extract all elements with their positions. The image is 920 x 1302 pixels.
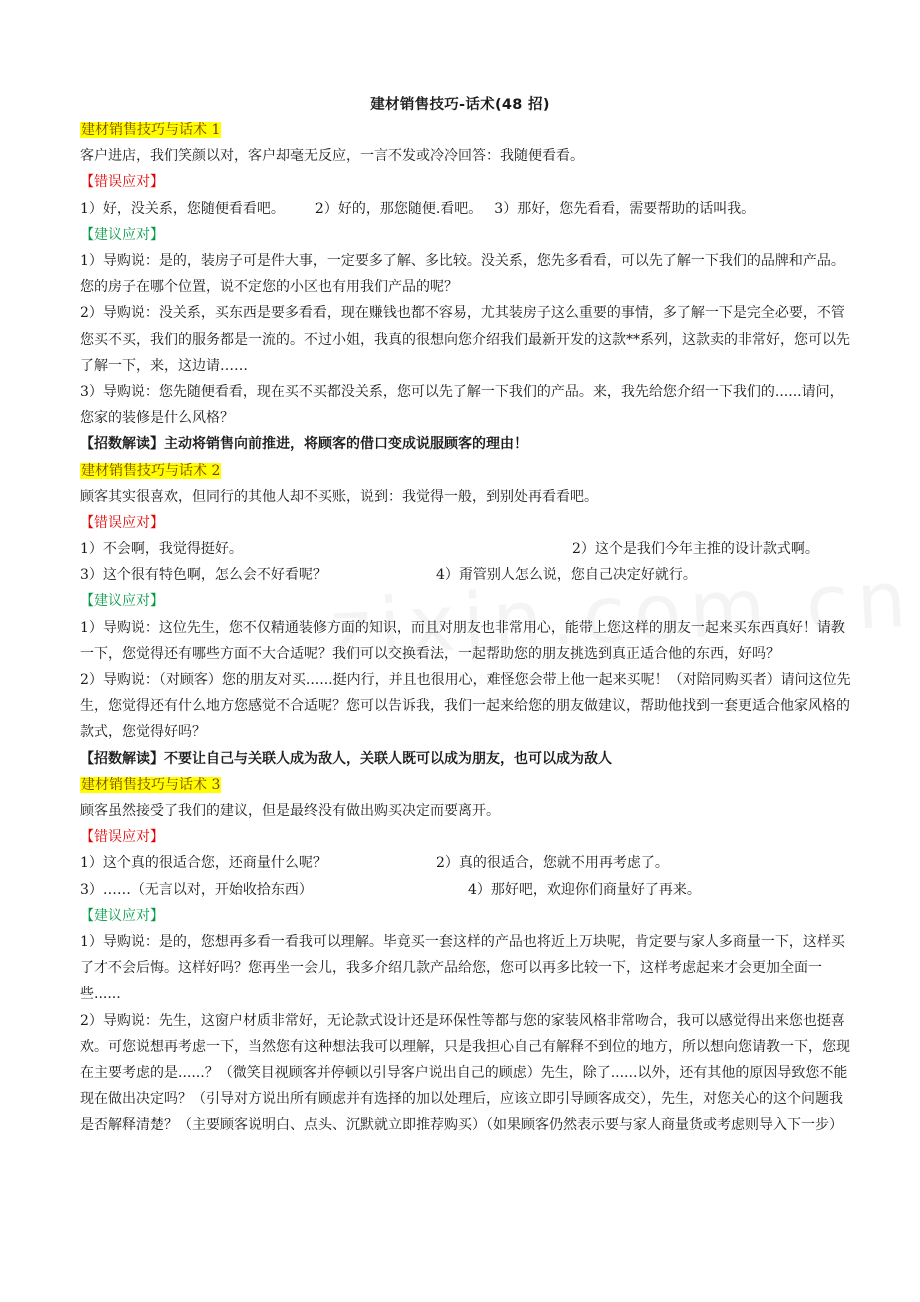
section-2-heading: 建材销售技巧与话术 2: [81, 462, 221, 479]
section-3-suggest-2: 2）导购说：先生，这窗户材质非常好，无论款式设计还是环保性等都与您的家装风格非常吻合，我可以感觉得出来您也挺喜欢。可您说想再考虑一下，当然您有这种想法我可以理解，只是我担心自己有解释不到位的地方，所以想向您请教一下，您现在主要考虑的是......？（微笑目视顾客并停顿以引导客户说出自己的顾虑）先生，除了......以外，还有其他的原因导致您不能现在做出决定吗？（引导对方说出所有顾虑并有选择的加以处理后，应该立即引导顾客成交），先生，对您关心的这个问题我是否解释清楚？（主要顾客说明白、点头、沉默就立即推荐购买）（如果顾客仍然表示要与家人商量货或考虑则导入下一步）: [80, 1012, 850, 1134]
section-1-suggest-label: 【建议应对】: [80, 226, 164, 243]
section-1-tip: 【招数解读】主动将销售向前推进，将顾客的借口变成说服顾客的理由！: [80, 436, 528, 453]
section-3-scenario: 顾客虽然接受了我们的建议，但是最终没有做出购买决定而要离开。: [80, 803, 500, 820]
section-3-wrong-3: 3）……（无言以对，开始收拾东西）: [80, 881, 313, 898]
section-3-wrong-row-1: [80, 850, 852, 876]
section-2-wrong-2: 2）这个是我们今年主推的设计款式啊。: [572, 541, 819, 558]
section-3-suggest-1: 1）导购说：是的，您想再多看一看我可以理解。毕竟买一套这样的产品也将近上万块呢，肯定要与家人多商量一下，这样买了才不会后悔。这样好吗？您再坐一会儿，我多介绍几款产品给您，您可以再多比较一下，这样考虑起来才会更加全面一些......: [80, 934, 845, 1003]
section-2-scenario: 顾客其实很喜欢，但同行的其他人却不买账，说到：我觉得一般，到别处再看看吧。: [80, 488, 598, 505]
section-2-wrong-3: 3）这个很有特色啊，怎么会不好看呢？: [80, 567, 327, 584]
section-2-wrong-row-1: [80, 536, 852, 562]
section-1-heading: 建材销售技巧与话术 1: [81, 122, 221, 138]
section-3-wrong-1: 1）这个真的很适合您，还商量什么呢？: [80, 855, 327, 872]
section-3-wrong-row-2: [80, 877, 852, 903]
section-2-suggest-2: 2）导购说：（对顾客）您的朋友对买......挺内行，并且也很用心，难怪您会带上他一起来买呢！（对陪同购买者）请问这位先生，您觉得还有什么地方您感觉不合适呢？您可以告诉我，我们一起来给您的朋友做建议，帮助他找到一套更适合他家风格的款式，您觉得好吗？: [80, 672, 851, 741]
section-2-suggest-label: 【建议应对】: [80, 593, 164, 610]
section-1-suggest-1: 1）导购说：是的，装房子可是件大事，一定要多了解、多比较。没关系，您先多看看，可以先了解一下我们的品牌和产品。您的房子在哪个位置，说不定您的小区也有用我们产品的呢？: [80, 252, 845, 296]
section-1-wrong-3: 3）那好，您先看看，需要帮助的话叫我。: [494, 200, 756, 217]
section-1-suggest-2: 2）导购说：没关系，买东西是要多看看，现在赚钱也都不容易，尤其装房子这么重要的事情，多了解一下是完全必要，不管您买不买，我们的服务都是一流的。不过小姐，我真的很想向您介绍我们最新开发的这款**系列，这款卖的非常好，您可以先了解一下，来，这边请……: [80, 305, 850, 374]
section-2-wrong-row-2: [80, 562, 852, 588]
section-1-scenario: 客户进店，我们笑颜以对，客户却毫无反应，一言不发或冷冷回答：我随便看看。: [80, 148, 584, 165]
section-3-suggest-label: 【建议应对】: [80, 907, 164, 924]
section-2-tip: 【招数解读】不要让自己与关联人成为敌人，关联人既可以成为朋友，也可以成为敌人: [80, 750, 612, 767]
section-1-wrong-label: 【错误应对】: [80, 174, 164, 191]
document-body: [80, 117, 852, 1139]
section-1-wrong-1: 1）好，没关系，您随便看看吧。: [80, 200, 285, 217]
page-title: 建材销售技巧-话术(48 招): [370, 97, 550, 113]
section-1-wrong-responses: [80, 196, 852, 222]
section-2-wrong-1: 1）不会啊，我觉得挺好。: [80, 541, 243, 558]
section-1-suggest-3: 3）导购说：您先随便看看，现在买不买都没关系，您可以先了解一下我们的产品。来，我先给您介绍一下我们的......请问，您家的装修是什么风格？: [80, 383, 844, 427]
section-2: [80, 458, 852, 484]
section-2-suggest-1: 1）导购说：这位先生，您不仅精通装修方面的知识，而且对朋友也非常用心，能带上您这样的朋友一起来买东西真好！请教一下，您觉得还有哪些方面不大合适呢？我们可以交换看法，一起帮助您的朋友挑选到真正适合他的东西，好吗？: [80, 619, 845, 662]
section-3-heading: 建材销售技巧与话术 3: [81, 776, 221, 793]
section-3-wrong-2: 2）真的很适合，您就不用再考虑了。: [436, 855, 669, 872]
section-2-wrong-4: 4）甭管别人怎么说，您自己决定好就行。: [436, 567, 697, 584]
section-3: [80, 772, 852, 798]
section-1-wrong-2: 2）好的，那您随便.看吧。: [314, 200, 483, 217]
section-2-wrong-label: 【错误应对】: [80, 514, 164, 531]
section-3-wrong-4: 4）那好吧，欢迎你们商量好了再来。: [468, 881, 701, 898]
section-1: [80, 117, 852, 143]
section-3-wrong-label: 【错误应对】: [80, 829, 164, 846]
